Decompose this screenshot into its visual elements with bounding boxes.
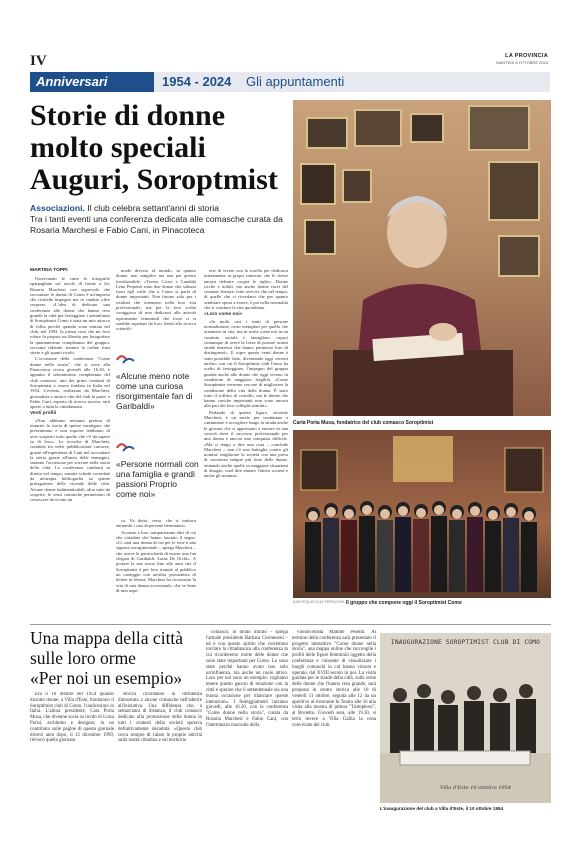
section-band	[30, 72, 550, 92]
photo-handwritten-note: Villa d'Este 10 ottobre 1954	[440, 785, 512, 791]
divider	[30, 624, 551, 625]
paper-name: LA PROVINCIA	[505, 53, 548, 59]
article1-column-2-bottom: ca. Va detto, certo, che si trattava entrambi i casi di persone benestanti». Accanto a loro compariranno altri di ciò che cittadine che hanno lasciato il segno. «Ci sarà una donna di cui per le eroe è una signora risorgimentale – spiega Marchesi – che aveva la particolarità di essere una fan sfegata di Garibaldi: Luisa De Orchi». A portare la sua storia fino alle anni che il Soroptimist è per loro tramite al pubblico un carteggio con un'altra protaonista di lettere in lettera, Marchesi ha ricostruito la vita di una donna eccezionale, che se bene di non sapo-	[116, 518, 196, 593]
article2-column-4: violoncellista Matilde Pesenti. Al termine della conferenza sarà presentato il progetto interattivo "Como donne nella storia", una mappa online che racconglie i profili delle figure femminili oggetto della conferenza e consente di visualizzare i luoghi comaschi in cui hanno vissuto e operato, dal XVIII secolo in poi. La visita guidata per le strade della città, sulle orme delle donne che l'hanno resa grande, sarà proposta in centro storico alle 10 di venerdì 11 ottobre, seguita alle 12 da un aperitivo al ristorante In Teatro alle 16 alla visita alla mostra di pittura "Tuttoplessi", al Broletto. Giovedì sera, alle 19.30, si terrà invece a Villa Gallia la cena conviviale del club.	[292, 630, 376, 728]
byline: MARTINA TOPPI	[30, 268, 68, 273]
pull-quote-2: «Persone normali con una famiglia e grandi passioni Proprio come noi»	[116, 440, 200, 499]
page-number: IV	[30, 53, 47, 69]
article1-column-1: Osservando le carte le fotografie sparpagliate sul tavolo di fronte a lei, Rosaria Marchesi con soprevole che raccontare le donne di Como è un'impresa che richiede impegno ma in cambio offre sorprese. «L'idea di dedicare una conferenza alle donne che hanno reso grande la città per festeggiare i settant'anni di Soroptimist Como è stata un mio attacco di follia perché quando sono entrata nel club, nel 1993, la prima cosa che mi fece rofare fu proprio un libretto per fotografare la quarantesimo compleanno del gruppo» racconta ridendo, mentre la ordine frasi storie e gli spunti ricolti. L'occasione della conferenza "Come donne nella storia", che si terrà alla Pinacoteca civica giovedì alle 16.30, è appunto il settantesimo compleanno del club comasco, uno dei primi comitati di Soroptimist a essere fondato in Italia nel 1954. L'evento, realizzato da Marchesi, giornalista e autrice che del club fa parte, e Fabio Cani, esperto di ricerca storica, sarà aperto a tutta la cittadinanza. Venti profili «Non abbiamo nessuna pretesa di esaurire la storia di queste vanitigure che presentiamo e non esporre tendiamo di aver scoperto tutto quello che c'è da sapere su di loro». Le ricerche di Marchesi, condotte tra webe pubblicazioni cartacee, grazie all'esperienza di Cani nel raccontare la storia grazie all'aiuto delle immagini, saranno l'occasione per scavare nella storia della città. La conferenza condurrà in diretto nel tempo, tramite schede corredate da un'ampia bibliografia su queste protagoniste delle vicende delle città. Alcune donne indimenticabili, altre tutte da scoprire, le venti comasche permettono di conoscere da vicino un	[30, 276, 110, 503]
quote-icon	[116, 440, 136, 454]
section-label: Gli appuntamenti	[246, 74, 345, 89]
article2-column-1: Era il 10 ottobre del 1954 quando diciotto donne, a Villa d'Este, fondarono il Soroptimist club di Como, l'undicesimo in Italia. L'allora presidente, Cara Porta Musa, che divenne socia su invito di Luisa Parisi, architetto e designer, in un contributo sulle pagine di questo giornale diversi anni dopo, il 12 dicembre 1999, rievocò quella giornata	[30, 692, 114, 744]
photo-credit: DAR PEQUIO DI AZ PERTA FATA	[293, 600, 345, 604]
subhead-venti-profili: Venti profili	[30, 411, 57, 417]
article2-headline: Una mappa della città sulle loro orme «Per noi un esempio»	[30, 628, 184, 688]
portrait-illustration	[293, 100, 551, 416]
summary: Tra i tanti eventi una conferenza dedicata alle comasche curata da Rosaria Marchesi e Fabio Cani, in Pinacoteca	[30, 214, 283, 235]
article2-column-2: storica ricordando la diffidenza dimostrata a alcune comasche nell'aderire all'iniziativa. Una diffidenza che, a settant'anni di distanza, il club comasco dedicato alla promozione della donna in tutti i contesti della società sperava definitivamente decaduta. «Questo club cerca sempre di calare le proprie attività sulla realtà cittadina e sul territorio	[118, 692, 202, 744]
inauguration-illustration	[380, 633, 551, 803]
issue-date: MARTEDÌ 8 OTTOBRE 2024	[496, 60, 548, 65]
section-years: 1954 - 2024	[162, 74, 232, 89]
caption-portrait: Carla Porta Musa, fondatrice del club comasco Soroptimist	[293, 420, 434, 426]
article1-column-2-top: mode diverso al mondo, in quanto donne, mai semplice ma non per questo irrealizzabile. «Teresa Ciceri e Candida Lena Perpenti sono due donne che saltano fuori egli volte che a Como si parla di donne importanti. Non furono solo per i risultati che ottennero nella loro vita professionale, ma per la loro scelta coraggiosa di non dedicarsi alle attività tipicamente femminili che forse ci si sarebbe aspettati da loro, bensì alla ricerca scientifi-	[116, 268, 196, 332]
caption-inauguration: L'inaugurazione del club a Villa d'Este, il 10 ottobre 1954	[380, 806, 504, 811]
quote-icon	[116, 352, 136, 366]
photo-inauguration	[380, 633, 551, 803]
article1-headline: Storie di donne molto speciali Auguri, Soroptmist	[30, 99, 278, 196]
kicker: Associazioni.	[30, 203, 85, 213]
section-name: Anniversari	[36, 74, 108, 89]
article1-column-3: ersi di vivere con la sorella per dedicarsi interamente ai propri interessi che le stesse amava definire «sopra le righe». Donne ricche e nobili, ma anche donne facei del comune, bizarre, lotte avevivi che nel tempo, di quelle che ci ricordano che per quanto sembrare sposa a essere, è poi nella normalità che si conduce la vita quotidiana. «Loro come noi» «In molti casi i tratti di persone normalissime, certo esemplari per quello che ottennero in vita, ma in serite come noi in un contesto sociale e famigliare, capaci comunque di avere la forza di portare avanti strade interessi che hanno permesso loro di distinguersi». E sopre queste venti donne è stato possibile fatto, diventando oggi «eventi anche» con cui il Soroptimist club Como ha scelto di festeggiare, l'impegno del gruppo guarda anche alle donne che oggi vivono in condizioni di maggiore fragilità. «Come Soroptimist verremo cercare di migliorare la condizione della vita della donna. È stato rotto il soffitto di cristallo, ma le donne che hanno cariche importanti non sono ancora alla pari dei loro colleghi uomini». Parlando di queste figure, secondo Marchesi, è un modo per continuare a camminare e accogliere lungo la strada anche le giovani che si apprestano a entrare in una società dove il successo professionale per una donna è ancora una conquista difficile. «Ma ci tengo a dire una cosa – conclude Marchesi – non c'è una battaglia contro gli uomini: migliorare la società con una presa di coscienza sempre più forte delle donne, aiutando anche quelle in maggiore situazioni di disagio, vuol dire aiutare l'intera società e anche gli uomini».	[204, 268, 288, 479]
photo-founder-portrait	[293, 100, 551, 416]
photo-group	[293, 430, 551, 598]
photo-banner: INAUGURAZIONE SOROPTIMIST CLUB DI COMO	[390, 639, 541, 646]
article2-column-3: comasco, in modo mirato – spiega l'attuale presidente Barbara Cermenoni – ed è con questo spirito che vorremmo invitare la cittadinanza alla conferenza in cui ricorderemo molte delle donne che sono state importanti per Como. Lo sono state perché hanno avuto non solo un'influenza, ma anche un ruolo attivo. Loro per noi sono un esempio: vogliamo tenere questo gancio di relazione con la città e sperare che il settantennale sia una buona occasione per rilanciare queste intenzioni». I festeggiamenti iniziano giovedì, alle 16.30, con la conferenza "Come donne nella storia", curata da Rosaria Marchesi e Fabio Cani, con l'intermezzo musicale della	[206, 630, 288, 728]
subhead-loro-come-noi: «Loro come noi»	[204, 312, 243, 318]
pull-quote-1: «Alcune meno note come una curiosa risorgimentale fan di Garibaldi»	[116, 352, 200, 411]
caption-group: Il gruppo che compone oggi il Soroptimist Como	[346, 600, 462, 606]
group-illustration	[293, 430, 551, 598]
kicker-text: Il club celebra settant'anni di storia	[87, 203, 219, 213]
article1-summary-block	[30, 203, 292, 236]
